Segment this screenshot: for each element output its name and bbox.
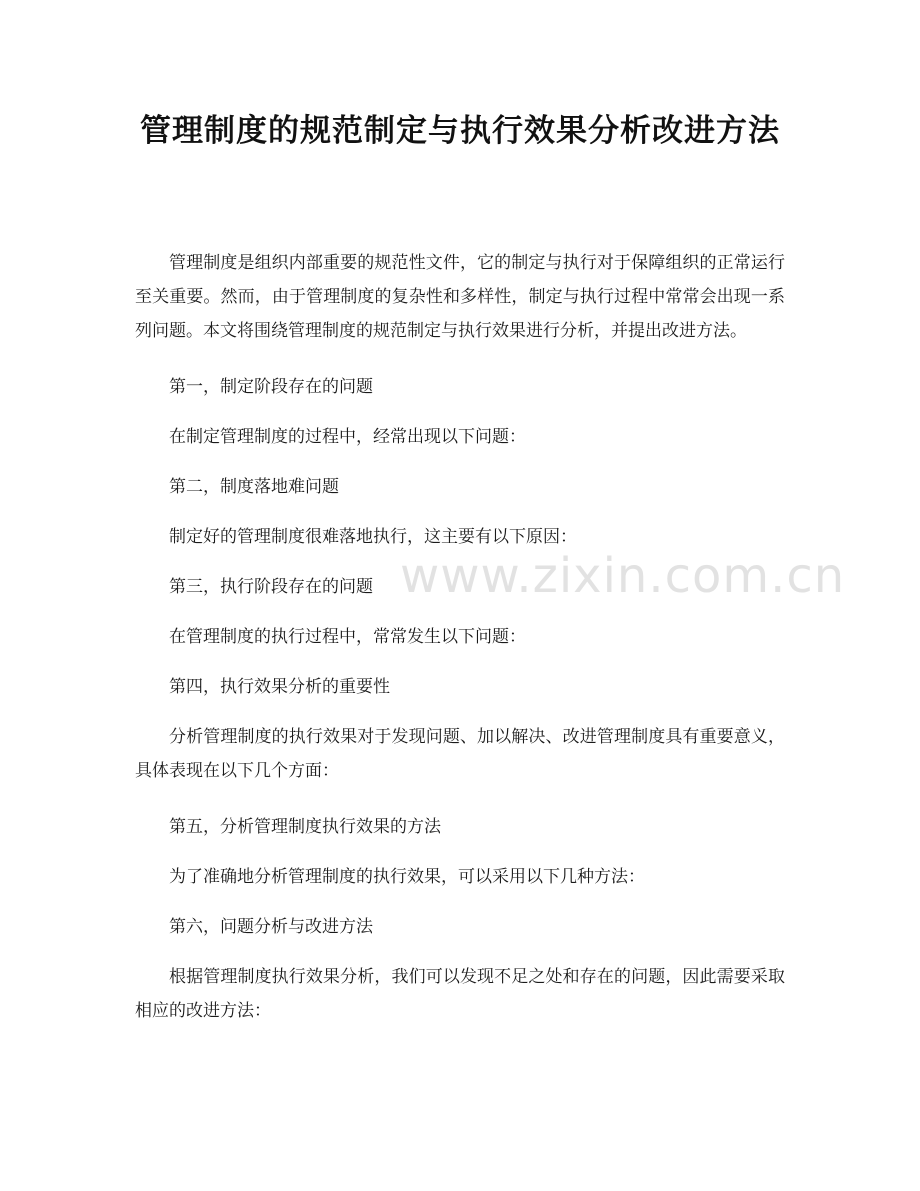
section-text-5: 为了准确地分析管理制度的执行效果，可以采用以下几种方法： bbox=[169, 867, 645, 887]
section-text-3: 在管理制度的执行过程中，常常发生以下问题： bbox=[169, 627, 526, 647]
watermark: www.zixin.com.cn bbox=[400, 548, 846, 604]
document-body bbox=[135, 246, 785, 1050]
section-heading-5: 第五，分析管理制度执行效果的方法 bbox=[169, 817, 441, 837]
intro-paragraph: 管理制度是组织内部重要的规范性文件，它的制定与执行对于保障组织的正常运行至关重要。然而，由于管理制度的复杂性和多样性，制定与执行过程中常常会出现一系列问题。本文将围绕管理制度的规范制定与执行效果进行分析，并提出改进方法。 bbox=[135, 253, 785, 341]
section-text-6: 根据管理制度执行效果分析，我们可以发现不足之处和存在的问题，因此需要采取相应的改进方法： bbox=[135, 967, 785, 1021]
section-text-1: 在制定管理制度的过程中，经常出现以下问题： bbox=[169, 427, 526, 447]
section-heading-3: 第三，执行阶段存在的问题 bbox=[169, 577, 373, 597]
section-heading-4: 第四，执行效果分析的重要性 bbox=[169, 677, 390, 697]
section-text-2: 制定好的管理制度很难落地执行，这主要有以下原因： bbox=[169, 527, 577, 547]
section-text-4: 分析管理制度的执行效果对于发现问题、加以解决、改进管理制度具有重要意义，具体表现在以下几个方面： bbox=[135, 727, 785, 781]
section-heading-1: 第一，制定阶段存在的问题 bbox=[169, 377, 373, 397]
document-title: 管理制度的规范制定与执行效果分析改进方法 bbox=[140, 113, 780, 149]
section-heading-2: 第二，制度落地难问题 bbox=[169, 477, 339, 497]
section-heading-6: 第六，问题分析与改进方法 bbox=[169, 917, 373, 937]
